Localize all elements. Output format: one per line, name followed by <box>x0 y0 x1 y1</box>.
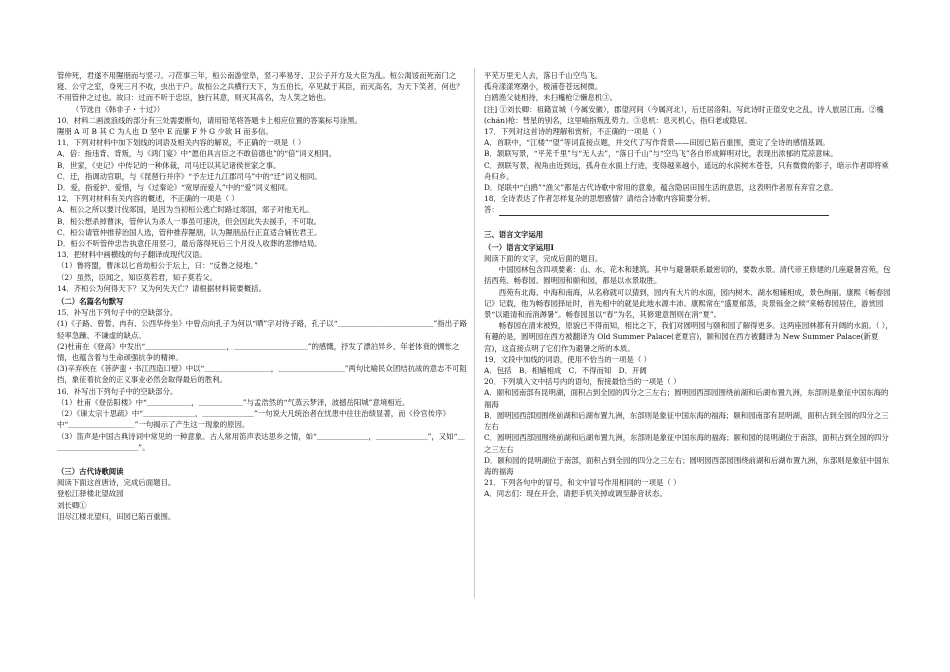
right-paragraph: 21．下列各句中的冒号，和文中冒号作用相同的一项是（ ） <box>484 478 681 488</box>
right-paragraph <box>484 216 894 227</box>
left-paragraph: (1)《子路、曾皙、冉有、公西华侍坐》中曾点向孔子为何以“晒”字对待子路，孔子以“＿＿＿＿＿＿＿＿＿＿＿＿＿”指出子路轻率急躁、不谦虚的缺点。 <box>57 319 467 340</box>
left-paragraph: 13．把材料中画横线的句子翻译成现代汉语。 <box>57 250 207 260</box>
left-paragraph: 12．下列对材料有关内容的概述，不正确的一项是（ ） <box>57 194 239 204</box>
right-paragraph: 西苑有北海、中海和南海，从名称就可以猜到，园内有大片的水面，园内树木、湖水相辅相成，景色绚丽。康熙《畅春园记》记载，他为畅春园择址时，首先相中的就是此地水源丰沛。康熙常在“盛夏郁蒸，炎景铄金之候”来畅春园居住，游赏园景“以避清和而消溽暑”。畅春园虽以“春”为名，其修建意图则在消“夏”。 <box>484 287 891 320</box>
right-paragraph: 孤舟漾漾寒潮小，极浦苍苍远树微。 <box>484 82 603 92</box>
left-paragraph: D．爱，指爱护、爱惜，与《过秦论》“宽厚而爱人”中的“爱”词义相同。 <box>57 183 293 193</box>
left-paragraph: 登松江驿楼北望故园 <box>57 489 124 499</box>
right-paragraph: 18．全诗表达了作者怎样复杂的思想感情？请结合诗歌内容简要分析。 <box>484 194 716 204</box>
right-column <box>484 70 894 500</box>
right-paragraph: 三、语言文字运用 <box>484 229 544 239</box>
answer-line[interactable] <box>499 207 829 216</box>
left-paragraph: 刘长卿① <box>57 500 87 510</box>
left-paragraph: (2)杜甫在《登高》中发出“＿＿＿＿＿＿＿＿＿＿＿，＿＿＿＿＿＿＿＿＿＿”的感慨，抒发了漂泊异乡、年老体衰的惆怅之情，也蕴含着与生命顽强抗争的精神。 <box>57 341 460 363</box>
right-paragraph: 20．下列填入文中括号内的语句，衔接最恰当的一项是（ ） <box>484 377 681 387</box>
right-paragraph: B．圆明园西部园围绕前湖和后湖布置九洲，东部则是象征中国东海的福海；颐和园南部有昆明湖，面积占到全园的四分之三左右 <box>484 410 889 432</box>
right-paragraph: （一）语言文字运用Ⅰ <box>484 242 554 252</box>
left-paragraph: B．桓公想杀掉曹沫，管仲认为杀人一事虽可速决，但会因此失去援手，不可取。 <box>57 216 322 226</box>
left-paragraph: （1）杜甫《登岳阳楼》中“＿＿＿＿＿＿，＿＿＿＿＿＿”与孟浩然的“气蒸云梦泽，波撼岳阳城”意境相近。 <box>57 397 410 407</box>
right-paragraph: 白鸥渔父徒相待，未扫欃枪②懒息机③。 <box>484 93 618 103</box>
right-paragraph: D．尾联中“白鸥”“渔父”都是古代诗歌中常用的意象，蕴含隐居田园生活的意思，这表明作者原有弃官之意。 <box>484 183 838 193</box>
left-paragraph: 10．材料二画波浪线的部分有三处需要断句，请用铅笔将答题卡上相应位置的答案标号涂黑。 <box>57 115 363 125</box>
left-paragraph: (3)辛弃疾在《菩萨蛮・书江西造口壁》中以“＿＿＿＿＿＿＿＿＿，＿＿＿＿＿＿＿＿＿”两句比喻民众团结抗战的意志不可阻挡，象征着抗金的正义事业必然会取得最后的胜利。 <box>57 364 467 385</box>
right-paragraph: B．颔联写景，“平芜千里”与“无人去”，“落日千山”与“空鸟飞”各自形成鲜明对比，表现出浓郁的荒凉意味。 <box>484 149 838 159</box>
left-paragraph: C．桓公请管仲推荐治国人选，管仲推荐隰朋，认为隰朋品行正直适合辅佐君王。 <box>57 227 322 237</box>
right-paragraph: 阅读下面的文字，完成后面的题目。 <box>484 254 603 264</box>
left-paragraph: 11．下列对材料中加下划线的词语及相关内容的解说，不正确的一项是（ ） <box>57 138 306 148</box>
left-paragraph: （1）鲁将盟，曹沫以匕首劫桓公于坛上，曰：“反鲁之侵地。” <box>57 261 258 271</box>
left-paragraph: 16．补写出下列句子中的空缺部分。 <box>57 386 178 396</box>
left-paragraph <box>57 453 467 464</box>
right-paragraph: C．圆明园西部园围绕前湖和后湖布置九洲，东部则是象征中国东海的福海；颐和园的昆明湖位于南部，面积占到全园的四分之三左右 <box>484 433 889 454</box>
left-paragraph: C．迁，指调动官职，与《琵琶行并序》“予左迁九江郡司马”中的“迁”词义相同。 <box>57 171 322 181</box>
left-paragraph: B．世家，《史记》中传记的一种体裁，司马迁以其记诸侯世家之事。 <box>57 160 281 170</box>
left-column <box>57 70 467 522</box>
left-paragraph: （2）《谏太宗十思疏》中“＿＿＿＿＿＿＿，＿＿＿＿＿＿＿”一句说大凡统治者在忧患中往往治绩显著，而《伶官传序》中“＿＿＿＿＿＿＿＿＿”一句揭示了产生这一现象的原因。 <box>57 409 450 430</box>
left-paragraph: （三）古代诗歌阅读 <box>57 466 124 476</box>
right-paragraph: 17．下列对这首诗的理解和赏析，不正确的一项是（ ） <box>484 127 666 137</box>
left-paragraph: （节选自《韩非子・十过》） <box>71 104 165 114</box>
right-paragraph: A．同志们：现在开会，请把手机关掉或调至静音状态。 <box>484 489 667 499</box>
right-paragraph: 畅春园在清末被毁，原貌已不得而知，相比之下，我们对圆明园与颐和园了解得更多。这两座园林都有开阔的水面。（ ），有趣的是，圆明园在西方被翻译为 Old Summer Palace(老夏宫)，颐和园在西方被翻译为 New Summer Palace(新夏宫)，这直接点明了它们作为避暑之所的本质。 <box>484 321 893 353</box>
right-paragraph: A．包括 B．相辅相成 C．不得而知 D．开阔 <box>484 366 647 376</box>
left-paragraph: A．桓公之所以要讨伐郯国，是因为当初桓公逃亡时路过郯国，郯子对他无礼。 <box>57 205 314 215</box>
left-paragraph: （2）虽然，臣闻之，知臣莫若君，知子莫若父。 <box>57 272 217 282</box>
left-paragraph: 管仲死，君遂不用隰朋而与竖刁。刁莅事三年，桓公南游堂阜，竖刁率易牙、卫公子开方及大臣为乱。桓公渴馁而死南门之寝、公守之室，身死三月不收，虫出于户。故桓公之兵横行天下，为五伯长，卒见弑于其臣，而灭高名，为天下笑者，何也？不用管仲之过也。故曰：过而不听于忠臣，独行其意，则灭其高名，为人笑之始也。 <box>57 71 464 103</box>
left-paragraph: （3）笛声是中国古典诗词中常见的一种意象。古人常用笛声表达思乡之情，如“＿＿＿＿＿＿＿，＿＿＿＿＿＿＿”，又如“＿＿＿＿＿＿＿＿＿＿＿＿”。 <box>57 431 465 452</box>
right-paragraph: A．首联中，“江楼”“望”等词直接点题，并交代了写作背景——田园已陷百重围，奠定了全诗的感情基调。 <box>484 138 830 148</box>
left-paragraph: （二）名篇名句默写 <box>57 297 124 307</box>
left-paragraph: 14．齐桓公为何得天下？又为何失天亡？请根据材料简要概括。 <box>57 283 266 293</box>
right-paragraph: C．颈联写景，视角由近到远，孤舟在水面上行进，变得越来越小，遥远的水滨树木苍苍，只有微微的影子，暗示作者即将乘舟归乡。 <box>484 160 889 181</box>
column-divider <box>474 68 475 598</box>
right-paragraph: 19．文段中加线的词语，使用不恰当的一项是（ ） <box>484 354 651 364</box>
right-paragraph: A．颐和园南部有昆明湖，面积占到全园的四分之三左右；圆明园西部园围绕前湖和后湖布置九洲，东部则是象征中国东海的福海 <box>484 388 889 409</box>
right-paragraph: 平芜万里无人去，落日千山空鸟飞。 <box>484 71 603 80</box>
right-paragraph: D．颐和园的昆明湖位于南部，面积占到全园的四分之三左右；圆明园西部园围绕前湖和后湖布置九洲，东部则是象征中国东海的福海 <box>484 455 890 476</box>
right-paragraph: [注] ①刘长卿：祖籍宣城（今属安徽），郡望河间（今属河北），后迁居洛阳。写此诗时正值安史之乱，诗人旅居江南。②欃(chán)枪：彗星的别名，这里喻指叛乱势力。③息机：息灭机心，指归老或隐居。 <box>484 104 884 125</box>
left-paragraph: 泪尽江楼北望归，田园已陷百重围。 <box>57 511 176 521</box>
right-paragraph: 中国园林包含四项要素：山、水、花木和建筑。其中与避暑联系最密切的，要数水景。清代帝王修建的几座避暑宫苑，包括西苑、畅春园、圆明园和颐和园，都是以水景取胜。 <box>484 265 891 286</box>
left-paragraph: A．倍：指违背、背叛，与《鸿门宴》中“愿伯具言臣之不敢倍德也”的“倍”词义相同。 <box>57 149 337 159</box>
right-paragraph: 答： <box>484 204 894 215</box>
left-paragraph: 15．补写出下列句子中的空缺部分。 <box>57 308 178 318</box>
left-paragraph: D．桓公不听管仲忠告执意任用竖刁，最后落得死后三个月没人收葬的悲惨结局。 <box>57 239 322 249</box>
left-paragraph: 阅读下面这首唐诗，完成后面题目。 <box>57 478 176 488</box>
left-paragraph: 隰朋 A 可 B 其 C 为人也 D 坚中 E 而廉 F 外 G 少欲 H 而多信。 <box>57 127 273 137</box>
